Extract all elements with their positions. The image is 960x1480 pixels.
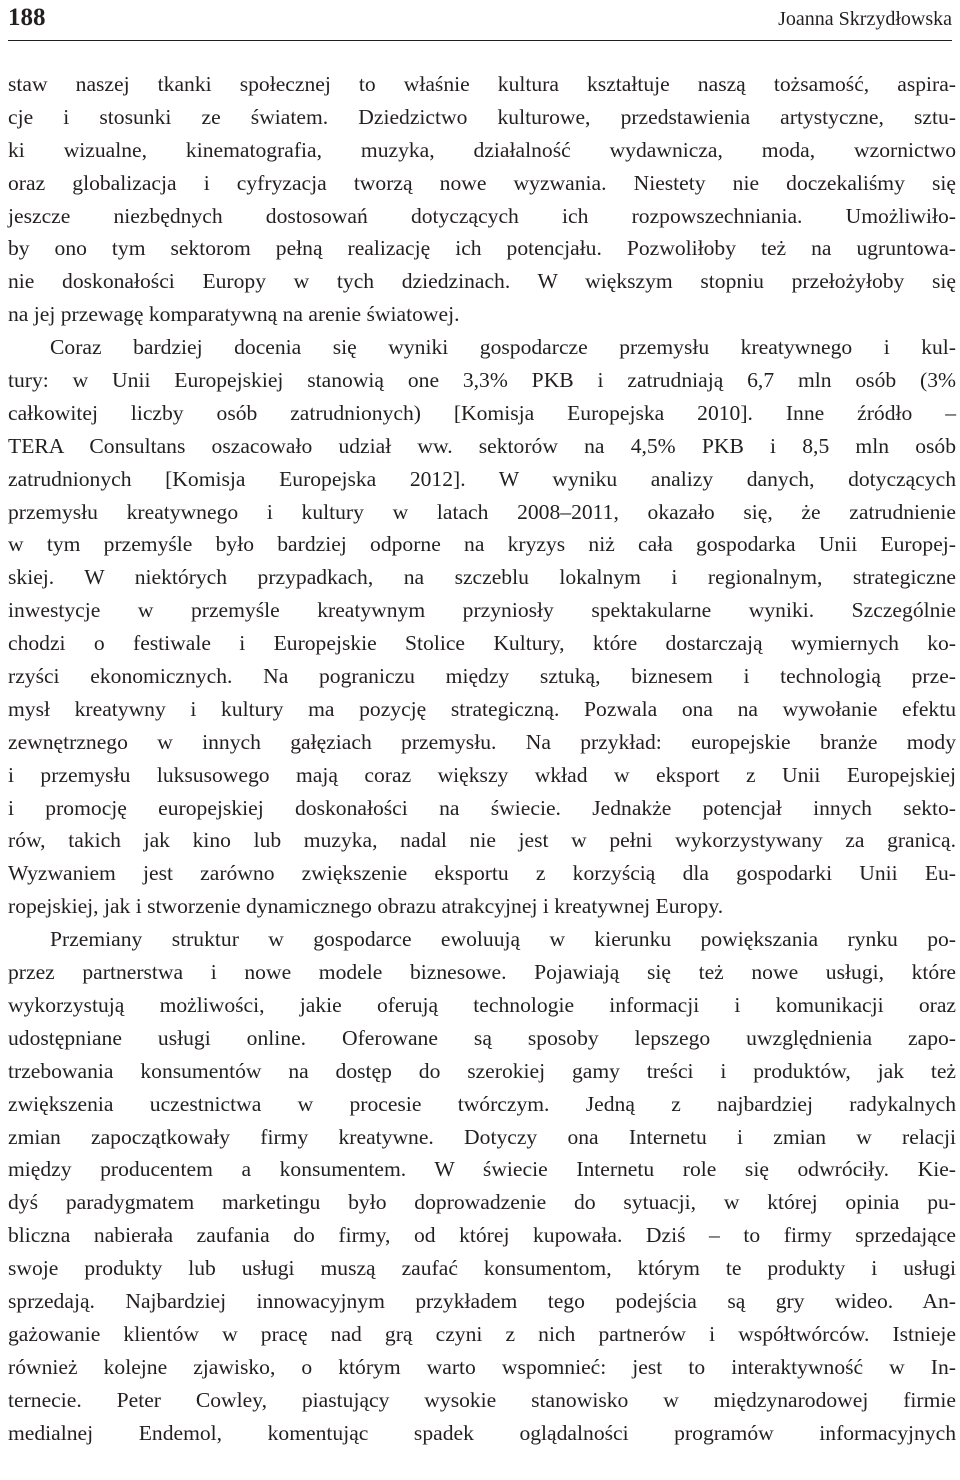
text-line: przemysłu kreatywnego i kultury w latach 2008–2011, okazało się, że zatrudnienie	[8, 499, 956, 524]
text-line: staw naszej tkanki społecznej to właśnie kultura kształtuje naszą tożsamość, aspira-	[8, 72, 956, 96]
text-line: Wyzwaniem jest zarówno zwiększenie eksportu z korzyścią dla gospodarki Unii Eu-	[8, 861, 956, 886]
text-line: mysł kreatywny i kultury ma pozycję strategiczną. Pozwala ona na wywołanie efektu	[8, 696, 956, 721]
text-line: ropejskiej, jak i stworzenie dynamicznego obrazu atrakcyjnej i kreatywnej Europy.	[8, 894, 724, 919]
text-line: zewnętrznego w innych gałęziach przemysłu. Na przykład: europejskie branże mody	[8, 729, 956, 754]
text-line: rzyści ekonomicznych. Na pograniczu między sztuką, biznesem i technologią prze-	[8, 664, 956, 689]
text-line: zatrudnionych [Komisja Europejska 2012]. W wyniku analizy danych, dotyczących	[8, 466, 956, 491]
body-text	[8, 68, 956, 1449]
text-line: zmian zapoczątkowały firmy kreatywne. Dotyczy ona Internetu i zmian w relacji	[8, 1124, 956, 1149]
page-header	[8, 0, 952, 41]
text-line: cje i stosunki ze światem. Dziedzictwo kulturowe, przedstawienia artystyczne, sztu-	[8, 104, 956, 129]
text-line: ternecie. Peter Cowley, piastujący wysokie stanowisko w międzynarodowej firmie	[8, 1387, 956, 1412]
text-line: swoje produkty lub usługi muszą zaufać konsumentom, którym te produkty i usługi	[8, 1256, 956, 1281]
text-line: by ono tym sektorom pełną realizację ich potencjału. Pozwoliłoby też na ugruntowa-	[8, 236, 956, 261]
text-line: i promocję europejskiej doskonałości na świecie. Jednakże potencjał innych sekto-	[8, 795, 956, 820]
text-line: udostępniane usługi online. Oferowane są sposoby lepszego uwzględnienia zapo-	[8, 1025, 956, 1050]
text-line: dyś paradygmatem marketingu było doprowadzenie do sytuacji, w której opinia pu-	[8, 1190, 956, 1215]
text-line: TERA Consultans oszacowało udział ww. sektorów na 4,5% PKB i 8,5 mln osób	[8, 433, 956, 458]
running-head-author: Joanna Skrzydłowska	[778, 8, 952, 30]
text-line: również kolejne zjawisko, o którym warto wspomnieć: jest to interaktywność w In-	[8, 1354, 956, 1379]
text-line: oraz globalizacja i cyfryzacja tworzą nowe wyzwania. Niestety nie doczekaliśmy się	[8, 170, 956, 195]
page-number: 188	[8, 4, 46, 31]
text-line: w tym przemyśle było bardziej odporne na kryzys niż cała gospodarka Unii Europej-	[8, 532, 956, 557]
text-line: tury: w Unii Europejskiej stanowią one 3,3% PKB i zatrudniają 6,7 mln osób (3%	[8, 368, 956, 393]
text-line: sprzedają. Najbardziej innowacyjnym przykładem tego podejścia są gry wideo. An-	[8, 1288, 956, 1313]
text-line: wykorzystują możliwości, jakie oferują technologie informacji i komunikacji oraz	[8, 992, 956, 1017]
text-line: nie doskonałości Europy w tych dziedzinach. W większym stopniu przełożyłoby się	[8, 269, 956, 294]
text-line: między producentem a konsumentem. W świecie Internetu role się odwróciły. Kie-	[8, 1157, 956, 1182]
text-line: Coraz bardziej docenia się wyniki gospodarcze przemysłu kreatywnego i kul-	[50, 335, 956, 360]
text-line: chodzi o festiwale i Europejskie Stolice Kultury, które dostarczają wymiernych ko-	[8, 631, 956, 656]
text-line: rów, takich jak kino lub muzyka, nadal nie jest w pełni wykorzystywany za granicą.	[8, 828, 956, 853]
text-line: na jej przewagę komparatywną na arenie światowej.	[8, 302, 460, 327]
text-line: gażowanie klientów w pracę nad grą czyni z nich partnerów i współtwórców. Istnieje	[8, 1321, 956, 1346]
text-line: inwestycje w przemyśle kreatywnym przyniosły spektakularne wyniki. Szczególnie	[8, 598, 956, 623]
text-line: medialnej Endemol, komentując spadek oglądalności programów informacyjnych	[8, 1420, 956, 1445]
text-line: zwiększenia uczestnictwa w procesie twórczym. Jedną z najbardziej radykalnych	[8, 1091, 956, 1116]
text-line: i przemysłu luksusowego mają coraz większy wkład w eksport z Unii Europejskiej	[8, 762, 956, 787]
text-line: Przemiany struktur w gospodarce ewoluują w kierunku powiększania rynku po-	[50, 927, 956, 952]
text-line: ki wizualne, kinematografia, muzyka, działalność wydawnicza, moda, wzornictwo	[8, 137, 956, 162]
text-line: jeszcze niezbędnych dostosowań dotyczących ich rozpowszechniania. Umożliwiło-	[8, 203, 956, 228]
text-line: skiej. W niektórych przypadkach, na szczeblu lokalnym i regionalnym, strategiczne	[8, 565, 956, 590]
text-line: trzebowania konsumentów na dostęp do szerokiej gamy treści i produktów, jak też	[8, 1058, 956, 1083]
text-line: przez partnerstwa i nowe modele biznesowe. Pojawiają się też nowe usługi, które	[8, 960, 956, 985]
text-line: całkowitej liczby osób zatrudnionych) [Komisja Europejska 2010]. Inne źródło –	[8, 400, 956, 425]
text-line: bliczna nabierała zaufania do firmy, od której kupowała. Dziś – to firmy sprzedające	[8, 1223, 956, 1248]
